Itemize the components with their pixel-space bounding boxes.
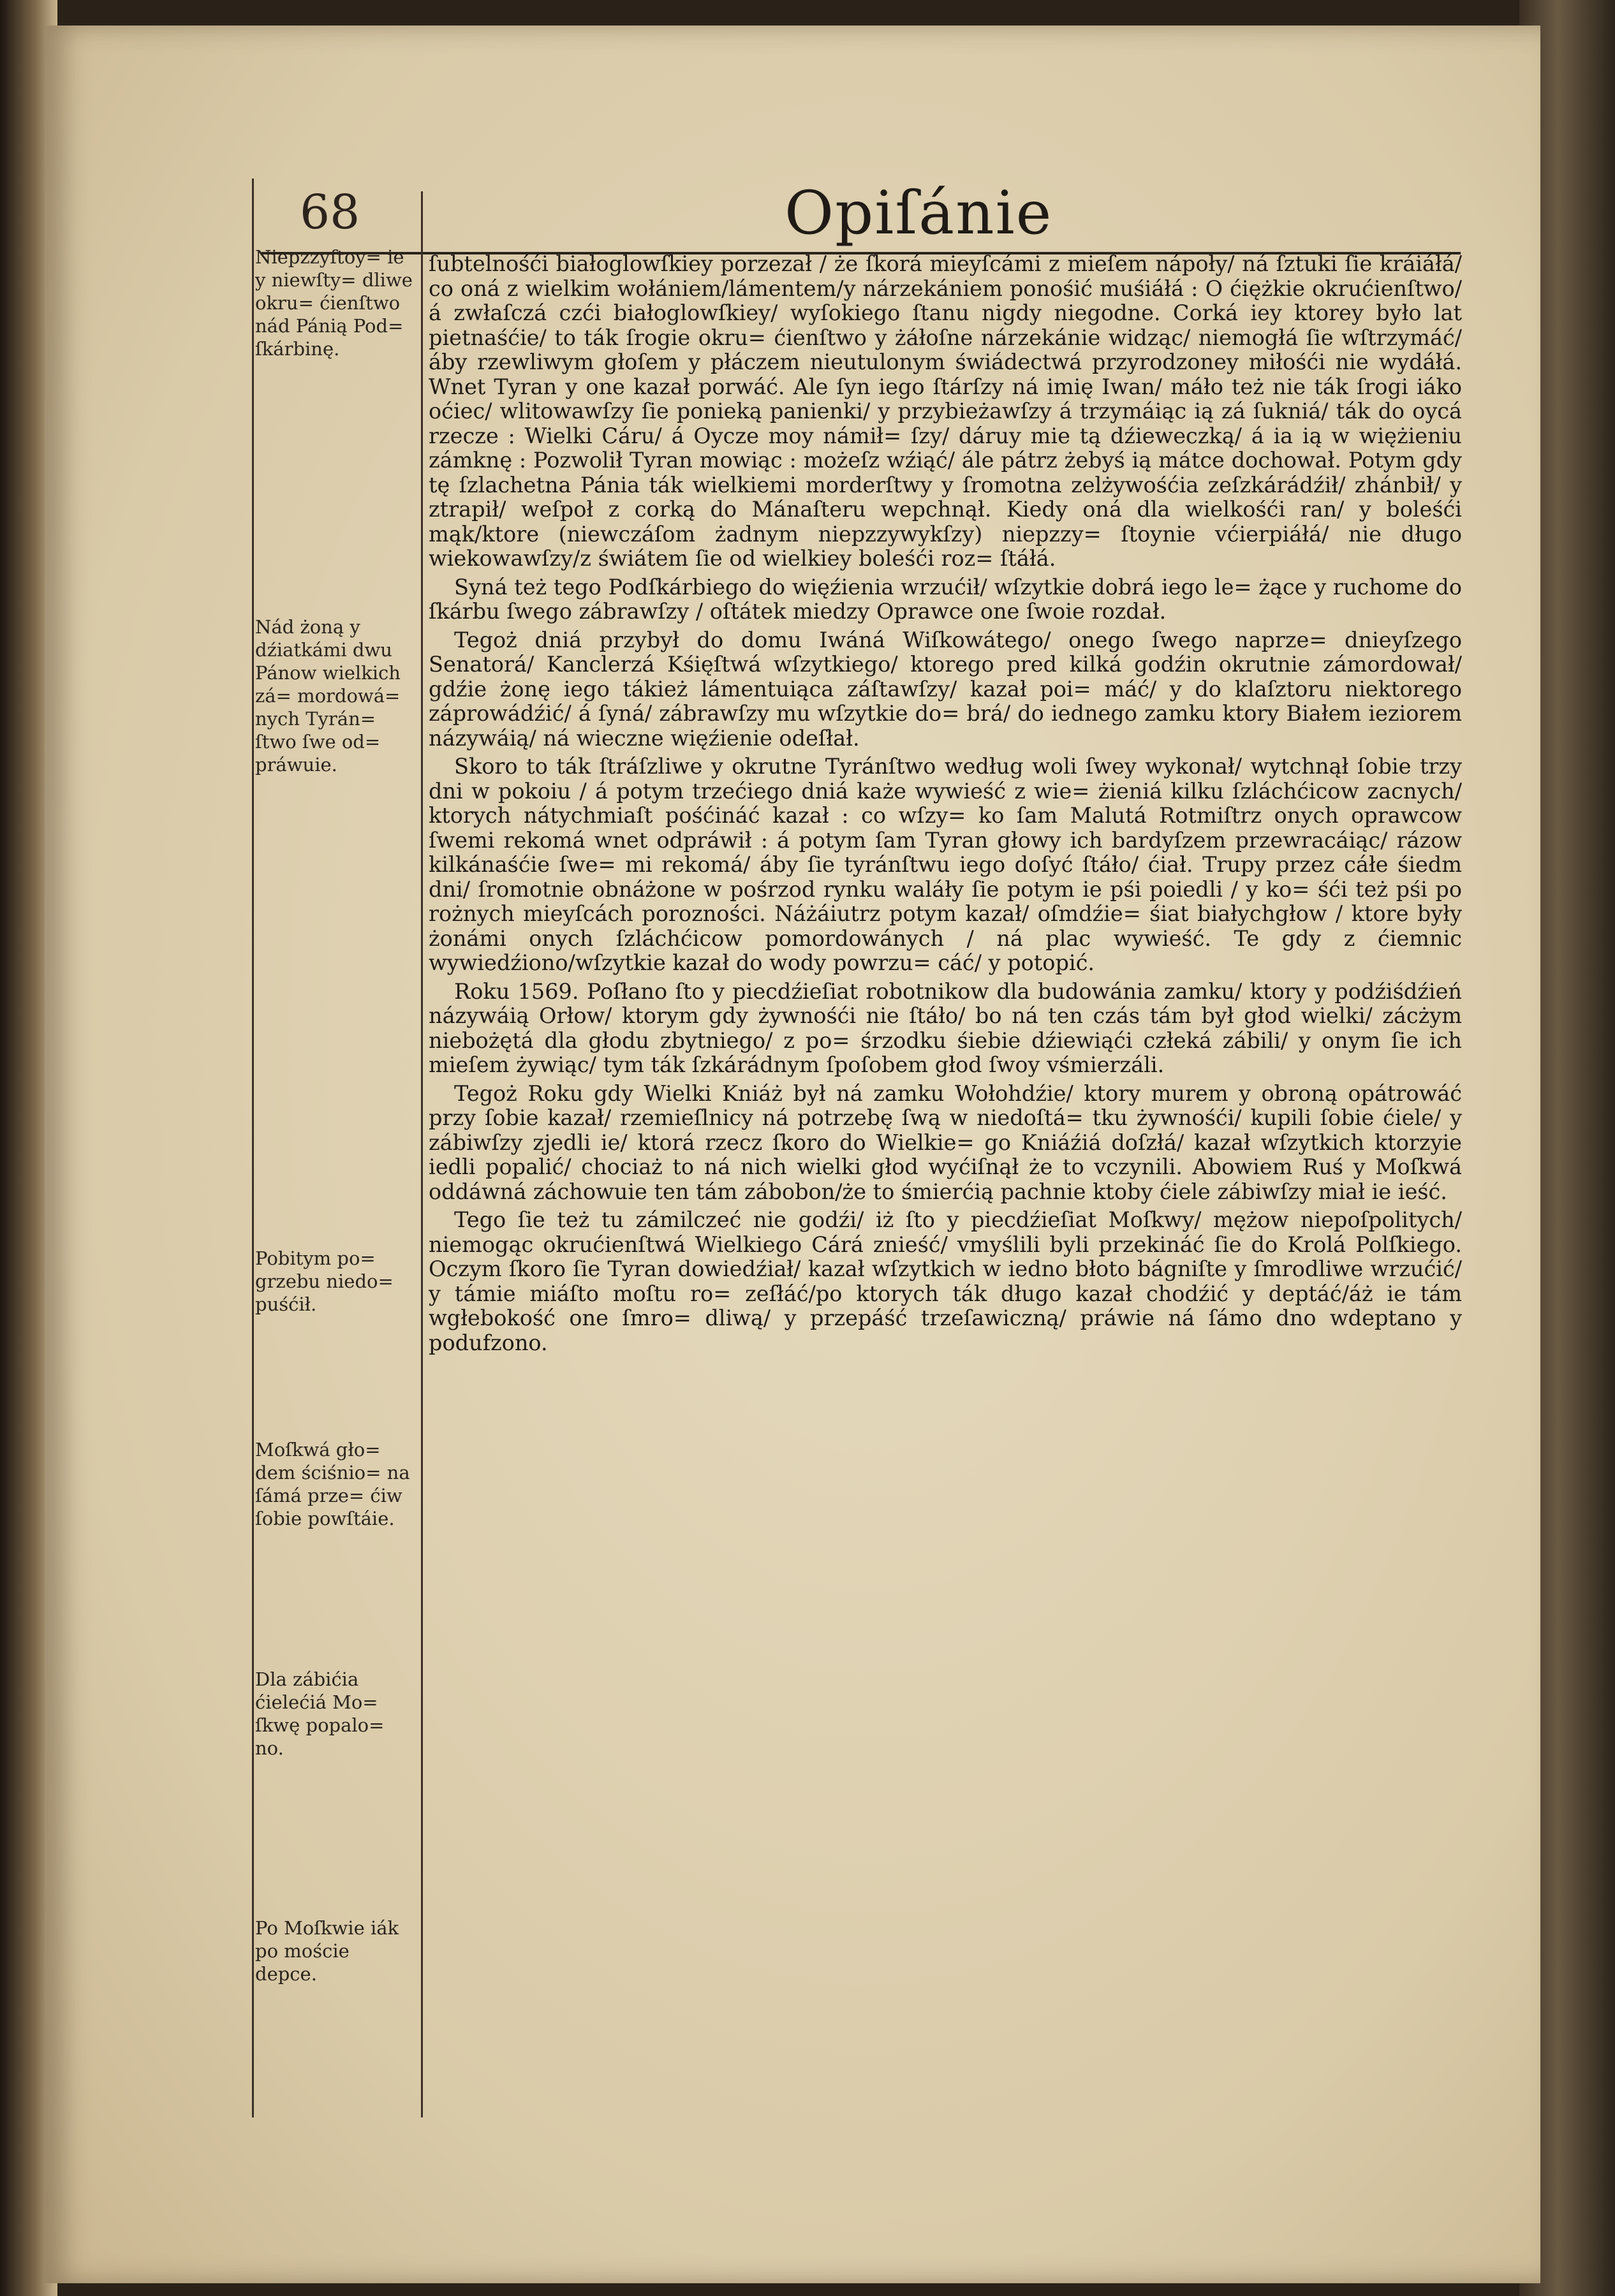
paragraph-3: Tegoż dniá przybył do domu Iwáná Wiſkowátego/ onego ſwego naprze= dnieyſzego Senatorá/ Kanclerzá Kśięſtwá wſzytkiego/ ktorego pred kilká godźin okrutnie zámordował/ gdźie żonę iego tákież lámentuiąca záſtawſzy/ kazał poi= máć/ y do klaſztoru niektorego záprowádźić/ á ſyná/ zábrawſzy mu wſzytkie do= brá/ do iednego zamku ktory Białem ieziorem názywáią/ ná wieczne więźienie odeſłał. bbox=[429, 627, 1462, 751]
margin-column-rule bbox=[421, 191, 423, 2117]
margin-note-1: Niepzzyſtoy= ie y niewſty= dliwe okru= ćienſtwo nád Pánią Pod= ſkárbinę. bbox=[255, 246, 413, 360]
margin-note-6: Po Moſkwie iák po moście depce. bbox=[255, 1917, 399, 1985]
margin-note-3: Pobitym po= grzebu niedo= puśćił. bbox=[255, 1247, 394, 1315]
paragraph-4: Skoro to ták ſtráſzliwe y okrutne Tyránſtwo według woli ſwey wykonał/ wytchnął ſobie trzy dni w pokoiu / á potym trzećiego dniá każe wywieść z wie= żieniá kilku ſzláchćicow zacnych/ ktorych nátychmiaſt pośćináć kazał : co wſzy= ko ſam Malutá Rotmiſtrz onych oprawcow ſwemi rekomá wnet odpráwił : á potym ſam Tyran głowy ich bardyſzem przewracáiąc/ rázow kilkánaśćie ſwe= mi rekomá/ áby ſie tyránſtwu iego doſyć ſtáło/ ćiał. Trupy przez cáłe śiedm dni/ ſromotnie obnáżone w pośrzod rynku waláły ſie potym ie pśi poiedli / y ko= śći też pśi po rożnych mieyſcách porozności. Náżáiutrz potym kazał/ oſmdźie= śiat białychgłow / ktore były żonámi onych ſzláchćicow pomordowánych / ná plac wywieść. Te gdy z ćiemnic wywiedźiono/wſzytkie kazał do wody powrzu= cáć/ y potopić. bbox=[429, 754, 1462, 975]
paragraph-6: Tegoż Roku gdy Wielki Kniáż był ná zamku Wołohdźie/ ktory murem y obroną opátrowáć przy ſobie kazał/ rzemieſlnicy ná potrzebę ſwą w niedoſtá= tku żywnośći/ kupili ſobie ćiele/ y zábiwſzy zjedli ie/ ktorá rzecz ſkoro do Wielkie= go Kniáźiá doſzłá/ kazał wſzytkich ktorzyie iedli popalić/ chociaż to ná nich wielki głod wyćiſnął że to vczynili. Abowiem Ruś y Moſkwá oddáwná záchowuie ten tám zábobon/że to śmierćią pachnie ktoby ćiele zábiwſzy miał ie ieść. bbox=[429, 1080, 1462, 1204]
paragraph-5: Roku 1569. Poſłano ſto y piecdźieſiat robotnikow dla budowánia zamku/ ktory y podźiśdźień názywáią Orłow/ ktorym gdy żywnośći nie ſtáło/ bo ná ten czás tám był głod wielki/ zácżym niebożętá dla głodu zbytniego/ z po= śrzodku śiebie dźiewiąći człeká zábili/ y onym ſie ich mieſem żywiąc/ tym ták ſzkárádnym ſpoſobem głod ſwoy vśmierzáli. bbox=[429, 978, 1462, 1077]
page-number: 68 bbox=[300, 185, 360, 240]
paragraph-2: Syná też tego Podſkárbiego do więźienia wrzućił/ wſzytkie dobrá iego le= żące y ruchome do ſkárbu ſwego zábrawſzy / oſtátek miedzy Oprawce one ſwoie rozdał. bbox=[429, 574, 1462, 624]
paragraph-7: Tego ſie też tu zámilczeć nie godźi/ iż ſto y piecdźieſiat Moſkwy/ mężow niepoſpolitych/ niemogąc okrućienſtwá Wielkiego Cárá znieść/ vmyślili byli przekináć ſie do Krolá Polſkiego. Oczym ſkoro ſie Tyran dowiedźiał/ kazał wſzytkich w iedno błoto bágniſte y ſmrodliwe wrzućić/ y támie miáſto moſtu ro= zeſłáć/po ktorych ták długo kazał chodźić y deptáć/áż ie tám wgłebokość one ſmro= dliwą/ y przepáść trzeſawiczną/ práwie ná ſámo dno wdeptano y podufzono. bbox=[429, 1207, 1462, 1355]
paragraph-1: ſubtelnośći białoglowſkiey porzezał / że ſkorá mieyſcámi z mieſem nápoły/ ná ſztuki ſie kráiáłá/ co oná z wielkim wołániem/lámentem/y nárzekániem ponośić muśiáłá : O ćiężkie okrućienſtwo/ á zwłaſczá czći białoglowſkiey/ wyſokiego ſtanu nigdy niegodne. Corká iey ktorey było lat pietnaśćie/ to ták ſrogie okru= ćienſtwo y żáłoſne nárzekánie widząc/ niemogłá ſie wſtrzymáć/ áby rzewliwym głoſem y płáczem nieutulonym świádectwá przyrodzoney miłośći nie wydáłá. Wnet Tyran y one kazał porwáć. Ale ſyn iego ſtárſzy ná imię Iwan/ máło też nie ták ſrogi iáko oćiec/ wlitowawſzy ſie ponieką panienki/ y przybieżawſzy á trzymáiąc ią zá ſukniá/ ták do oycá rzecze : Wielki Cáru/ á Oycze moy námił= ſzy/ dáruy mie tą dźieweczką/ á ia ią w więżieniu zámknę : Pozwolił Tyran mowiąc : możeſz wźiąć/ ále pátrz żebyś ią mátce dochował. Potym gdy tę ſzlachetna Pánia ták wielkiemi morderſtwy y ſromotna zelżywośćia zeſzkárádźił/ zhánbił/ y ztrapił/ weſpoł z corką do Mánaſteru wepchnął. Kiedy oná dla wielkośći ran/ y boleśći mąk/ktore (niewczáſom żadnym niepzzywykſzy) niepzzy= ſtoynie vćierpiáłá/ nie długo wiekowawſzy/z świátem ſie od wielkiey boleśći roz= ſtáłá. bbox=[429, 251, 1462, 571]
margin-note-2: Nád żoną y dźiatkámi dwu Pánow wielkich zá= mordowá= nych Tyrán= ſtwo ſwe od= práwuie. bbox=[255, 616, 401, 776]
main-text-column bbox=[429, 252, 1462, 1359]
margin-note-5: Dla zábićia ćielećiá Mo= ſkwę popalo= no. bbox=[255, 1668, 385, 1759]
outer-margin-rule bbox=[252, 179, 254, 2117]
running-title: Opiſánie bbox=[785, 179, 1053, 248]
margin-note-4: Moſkwá gło= dem ściśnio= na ſámá prze= ćiw ſobie powſtáie. bbox=[255, 1439, 410, 1529]
